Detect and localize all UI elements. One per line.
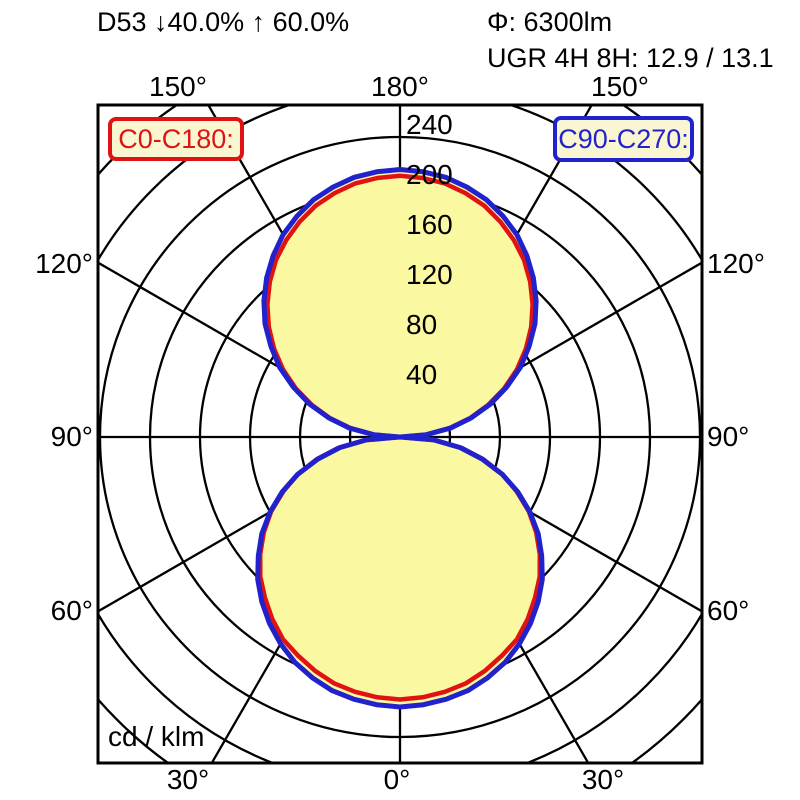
angle-label-left-0: 120° [35, 248, 93, 279]
ugr-rating-value: UGR 4H 8H: 12.9 / 13.1 [487, 43, 774, 73]
radial-tick-80: 80 [406, 309, 438, 340]
radial-tick-240: 240 [406, 109, 453, 140]
legend-c0-c180 [108, 117, 244, 161]
luminous-flux-value: Φ: 6300lm [487, 7, 613, 37]
radial-tick-160: 160 [406, 209, 453, 240]
angle-label-top-1: 180° [371, 71, 429, 102]
angle-label-right-2: 60° [707, 595, 750, 626]
radial-tick-200: 200 [406, 159, 453, 190]
legend-c0-label: C0-C180: [118, 123, 234, 154]
angle-label-bottom-1: 0° [383, 764, 411, 795]
light-distribution-summary: D53 ↓40.0% ↑ 60.0% [97, 7, 350, 37]
angle-label-top-0: 150° [149, 71, 207, 102]
angle-label-bottom-0: 30° [166, 764, 210, 795]
angle-label-right-1: 90° [707, 421, 750, 452]
angle-label-top-2: 150° [591, 71, 649, 102]
radial-tick-40: 40 [406, 359, 438, 390]
radial-tick-120: 120 [406, 259, 453, 290]
unit-label: cd / klm [108, 721, 205, 752]
legend-c90-label: C90-C270: [558, 123, 689, 154]
angle-label-bottom-2: 30° [581, 764, 625, 795]
angle-label-right-0: 120° [707, 248, 765, 279]
legend-c90-c270 [553, 116, 694, 162]
angle-label-left-1: 90° [50, 421, 93, 452]
angle-label-left-2: 60° [50, 595, 93, 626]
